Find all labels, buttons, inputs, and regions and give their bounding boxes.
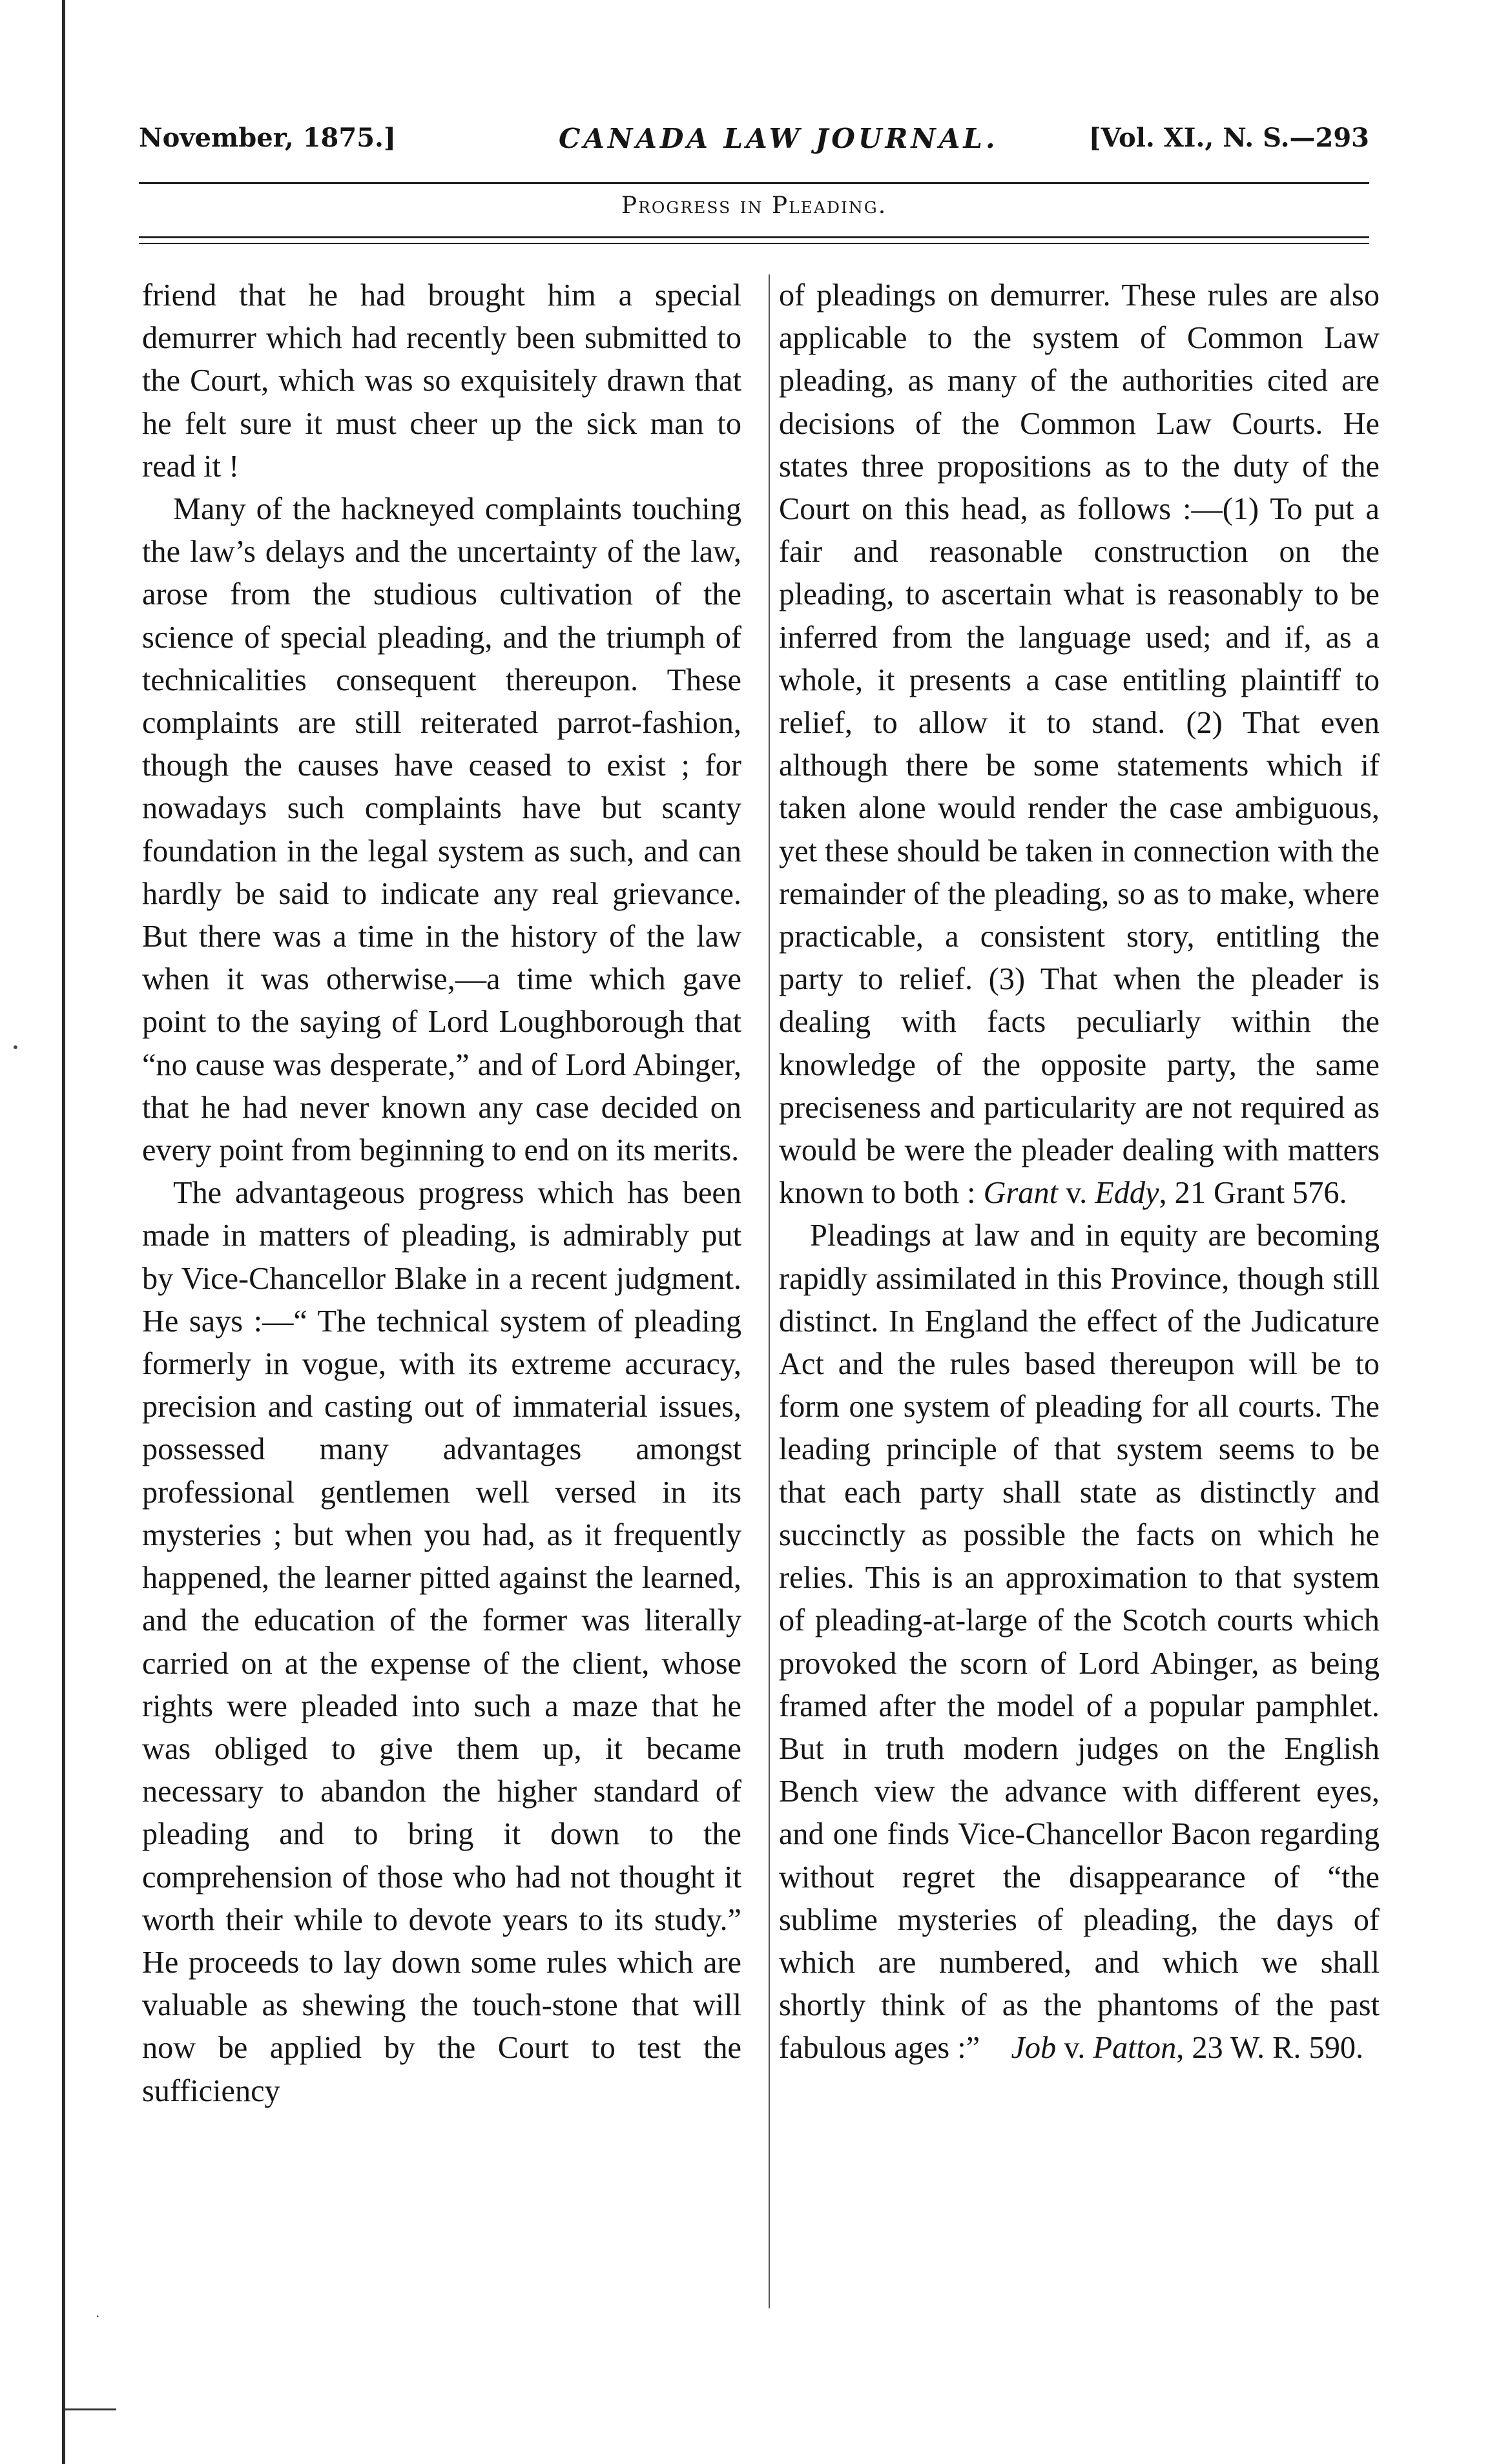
section-rule-bottom: [139, 243, 1369, 244]
issue-date: November, 1875.]: [139, 123, 396, 153]
paragraph: [779, 274, 1380, 1215]
versus: v.: [1056, 2031, 1093, 2066]
volume-page: [Vol. XI., N. S.—293: [1088, 123, 1369, 153]
margin-mark: ·: [96, 2308, 100, 2324]
paragraph: Many of the hackneyed complaints touching the law’s delays and the uncertainty of the law, arose from the studious cultivation of the science of special pleading, and the triumph of technicalities consequent thereupon. These complaints are still reiterated parrot-fashion, though the causes have ceased to exist ; for nowadays such complaints have but scanty foundation in the legal system as such, and can hardly be said to indicate any real grievance. But there was a time in the history of the law when it was otherwise,—a time which gave point to the saying of Lord Loughborough that “no cause was desperate,” and of Lord Abinger, that he had never known any case decided on every point from beginning to end on its merits.: [142, 492, 741, 1168]
section-heading: Progress in Pleading.: [621, 192, 887, 219]
page-binding-edge: [62, 0, 65, 2464]
right-column: [779, 274, 1380, 2070]
journal-title: CANADA LAW JOURNAL.: [559, 123, 999, 154]
section-rule-top: [139, 236, 1369, 238]
paragraph: [779, 1215, 1380, 2069]
margin-mark: •: [12, 1040, 19, 1055]
left-column: [142, 274, 741, 2113]
case-name: Patton: [1093, 2031, 1177, 2066]
paragraph-text: Pleadings at law and in equity are becoming rapidly assimilated in this Province, though still distinct. In England the effect of the Judicature Act and the rules based thereupon will be to form one system of pleading for all courts. The leading principle of that system seems to be that each party shall state as distinctly and succinctly as possible the facts on which he relies. This is an approximation to that system of pleading-at-large of the Scotch courts which provoked the scorn of Lord Abinger, as being framed after the model of a popular pamphlet. But in truth modern judges on the English Bench view the advance with different eyes, and one finds Vice-Chancellor Bacon regarding without regret the disappearance of “the sublime mysteries of pleading, the days of which are numbered, and which we shall shortly think of as the phantoms of the past fabulous ages :”: [779, 1218, 1380, 2066]
paragraph: The advantageous progress which has been made in matters of pleading, is admirably put by Vice-Chancellor Blake in a recent judgment. He says :—“ The technical system of pleading formerly in vogue, with its extreme accuracy, precision and casting out of immaterial issues, possessed many advantages amongst professional gentlemen well versed in its mysteries ; but when you had, as it frequently happened, the learner pitted against the learned, and the education of the former was literally carried on at the expense of the client, whose rights were pleaded into such a maze that he was obliged to give them up, it became necessary to abandon the higher standard of pleading and to bring it down to the comprehension of those who had not thought it worth their while to devote years to its study.” He proceeds to lay down some rules which are valuable as shewing the touch-stone that will now be applied by the Court to test the sufficiency: [142, 1176, 741, 2108]
column-divider: [769, 274, 770, 2308]
header-rule: [139, 182, 1369, 184]
paragraph-text: of pleadings on demurrer. These rules are also applicable to the system of Common Law pleading, as many of the authorities cited are decisions of the Common Law Courts. He states three propositions as to the duty of the Court on this head, as follows :—(1) To put a fair and reasonable construction on the pleading, to ascertain what is reasonably to be inferred from the language used; and if, as a whole, it presents a case entitling plaintiff to relief, to allow it to stand. (2) That even although there be some statements which if taken alone would render the case ambiguous, yet these should be taken in connection with the remainder of the pleading, so as to make, where practicable, a consistent story, entitling the party to relief. (3) That when the pleader is dealing with facts peculiarly within the knowledge of the opposite party, the same preciseness and particularity are not required as would be were the pleader dealing with matters known to both :: [779, 278, 1380, 1211]
binding-foot-mark: [65, 2408, 116, 2410]
citation-reference: , 23 W. R. 590.: [1176, 2031, 1364, 2066]
case-name: Grant: [983, 1176, 1059, 1211]
case-name: Eddy: [1095, 1176, 1159, 1211]
paragraph: friend that he had brought him a special demurrer which had recently been submitted to the Court, which was so exquisitely drawn that he felt sure it must cheer up the sick man to read it !: [142, 278, 741, 484]
citation-reference: , 21 Grant 576.: [1159, 1176, 1347, 1211]
running-head: [139, 123, 1369, 168]
case-name: Job: [1011, 2031, 1057, 2066]
versus: v.: [1058, 1176, 1095, 1211]
